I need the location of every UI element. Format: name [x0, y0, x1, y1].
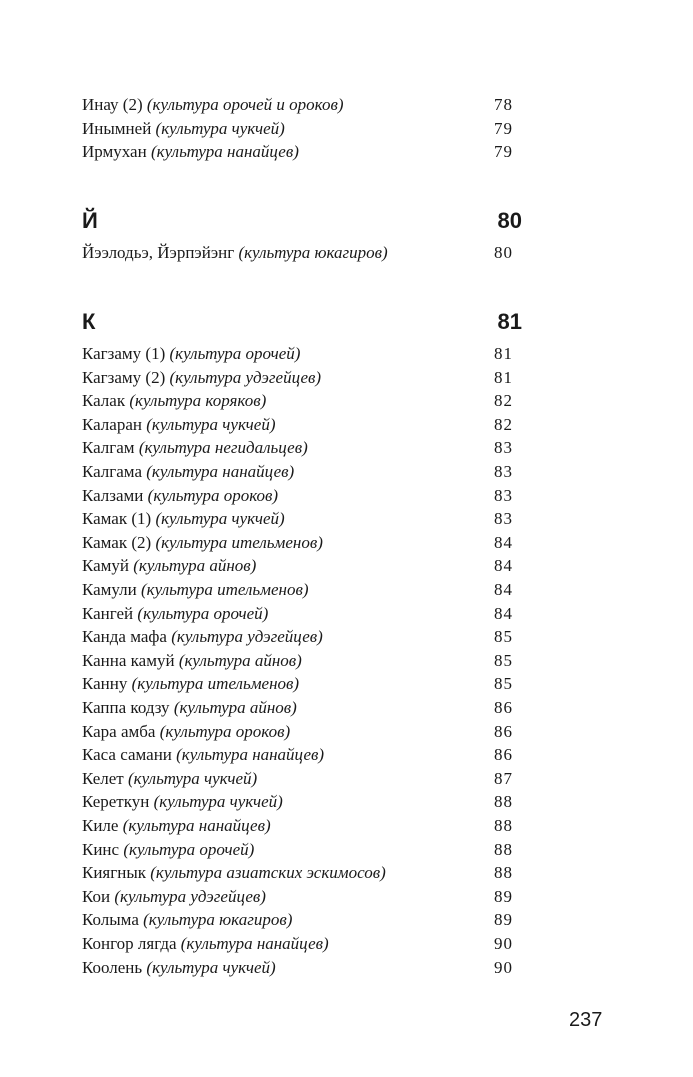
entry-name: Йээлодьэ, Йэрпэйэнг	[82, 243, 235, 262]
index-entry	[82, 932, 522, 955]
index-entry	[82, 908, 522, 931]
entry-page: 89	[494, 910, 513, 930]
index-entry	[82, 767, 522, 790]
entry-culture: (культура юкагиров)	[143, 910, 293, 930]
entry-culture: (культура чукчей)	[127, 768, 258, 788]
entry-title	[82, 932, 329, 955]
entry-name: Калак	[82, 391, 126, 411]
index-entry	[82, 602, 522, 625]
entry-culture: (культура юкагиров)	[238, 243, 388, 262]
entry-name: Коолень	[82, 957, 143, 977]
entry-title	[82, 342, 300, 365]
section-page: 80	[497, 208, 522, 233]
entry-culture: (культура айнов)	[133, 556, 257, 576]
entry-culture: (культура айнов)	[173, 698, 297, 717]
index-entry	[82, 389, 522, 412]
entry-title	[82, 366, 321, 389]
entry-name: Канну	[82, 674, 128, 694]
index-entry	[82, 554, 522, 577]
index-entry	[82, 885, 522, 908]
entry-title	[82, 507, 285, 530]
section-heading	[82, 207, 522, 235]
entry-page: 88	[494, 816, 513, 835]
entry-culture: (культура ительменов)	[141, 580, 309, 599]
entry-name: Колыма	[82, 910, 139, 930]
entry-page: 84	[494, 556, 513, 576]
entry-name: Канда мафа	[82, 627, 167, 647]
entry-name: Кагзаму (2)	[82, 367, 166, 387]
entry-title	[82, 625, 323, 648]
entry-culture: (культура коряков)	[129, 391, 267, 411]
entry-title	[82, 649, 302, 672]
entry-culture: (культура нанайцев)	[150, 142, 299, 162]
index-entry	[82, 672, 522, 695]
entry-name: Кереткун	[82, 792, 150, 812]
index-entry	[82, 140, 522, 163]
section-letter: К	[82, 309, 96, 334]
entry-page: 82	[494, 414, 513, 434]
entry-title	[82, 908, 292, 931]
entry-page: 88	[494, 863, 513, 883]
entry-title	[82, 140, 299, 163]
section-page: 81	[497, 309, 522, 334]
entry-page: 88	[494, 792, 513, 812]
entry-name: Инау (2)	[82, 95, 143, 114]
entry-culture: (культура орочей)	[123, 839, 255, 859]
entry-title	[82, 696, 297, 719]
entry-page: 85	[494, 627, 513, 647]
index-entry	[82, 625, 522, 648]
entry-title	[82, 531, 323, 554]
entry-title	[82, 389, 266, 412]
entry-page: 78	[494, 95, 513, 114]
entry-page: 83	[494, 462, 513, 481]
index-entry	[82, 241, 522, 264]
entry-culture: (культура ороков)	[159, 721, 291, 741]
entry-culture: (культура нанайцев)	[180, 934, 329, 953]
page-number: 237	[569, 1009, 603, 1031]
entry-culture: (культура айнов)	[178, 650, 302, 670]
entry-page: 84	[494, 532, 513, 552]
entry-page: 86	[494, 745, 513, 765]
index-entry	[82, 814, 522, 837]
entry-page: 82	[494, 391, 513, 411]
index-entry	[82, 366, 522, 389]
entry-name: Камуй	[82, 556, 130, 576]
entry-title	[82, 436, 308, 459]
entry-page: 79	[494, 118, 513, 138]
entry-page: 88	[494, 839, 513, 859]
index-entry	[82, 956, 522, 979]
entry-culture: (культура орочей и ороков)	[146, 95, 344, 114]
entry-title	[82, 460, 294, 483]
entry-culture: (культура азиатских эскимосов)	[150, 863, 386, 883]
index-entry	[82, 507, 522, 530]
entry-page: 81	[494, 367, 513, 387]
entry-title	[82, 861, 386, 884]
entry-page: 81	[494, 344, 513, 363]
entry-culture: (культура чукчей)	[155, 509, 285, 529]
entry-culture: (культура ительменов)	[131, 674, 300, 694]
entry-name: Калгама	[82, 462, 142, 481]
entry-culture: (культура орочей)	[137, 603, 269, 623]
entry-name: Конгор лягда	[82, 934, 177, 953]
entry-title	[82, 241, 388, 264]
entry-page: 83	[494, 509, 513, 529]
entry-page: 86	[494, 721, 513, 741]
entry-culture: (культура удэгейцев)	[169, 367, 322, 387]
entry-title	[82, 602, 268, 625]
entry-culture: (культура ительменов)	[155, 532, 323, 552]
entry-culture: (культура ороков)	[147, 485, 279, 505]
index-entry	[82, 838, 522, 861]
entry-culture: (культура удэгейцев)	[171, 627, 323, 647]
entry-page: 85	[494, 674, 513, 694]
index-entry	[82, 861, 522, 884]
entry-name: Инымней	[82, 118, 152, 138]
entry-title	[82, 554, 256, 577]
entry-culture: (культура чукчей)	[153, 792, 283, 812]
entry-page: 84	[494, 603, 513, 623]
entry-name: Келет	[82, 768, 124, 788]
entry-culture: (культура негидальцев)	[138, 438, 308, 458]
entry-page: 79	[494, 142, 513, 162]
entry-page: 90	[494, 957, 513, 977]
index-entry	[82, 117, 522, 140]
entry-name: Калзами	[82, 485, 144, 505]
entry-title	[82, 814, 271, 837]
index-entry	[82, 743, 522, 766]
index-entry	[82, 649, 522, 672]
entry-name: Калгам	[82, 438, 135, 458]
entry-name: Кагзаму (1)	[82, 344, 166, 363]
section-letter: Й	[82, 208, 98, 233]
index-entry	[82, 720, 522, 743]
index-entry	[82, 413, 522, 436]
entry-name: Каларан	[82, 414, 142, 434]
entry-culture: (культура чукчей)	[146, 414, 276, 434]
entry-name: Кангей	[82, 603, 134, 623]
entry-name: Киягнык	[82, 863, 147, 883]
entry-page: 86	[494, 698, 513, 717]
index-entry	[82, 93, 522, 116]
entry-title	[82, 956, 276, 979]
index-entry	[82, 578, 522, 601]
entry-page: 83	[494, 438, 513, 458]
entry-name: Кинс	[82, 839, 120, 859]
entry-culture: (культура нанайцев)	[146, 462, 295, 481]
entry-name: Канна камуй	[82, 650, 175, 670]
entry-page: 90	[494, 934, 513, 953]
entry-title	[82, 885, 266, 908]
entry-culture: (культура удэгейцев)	[114, 886, 266, 906]
entry-name: Каппа кодзу	[82, 698, 170, 717]
entry-title	[82, 484, 278, 507]
entry-page: 85	[494, 650, 513, 670]
index-entry	[82, 460, 522, 483]
entry-culture: (культура нанайцев)	[122, 816, 271, 835]
index-entry	[82, 531, 522, 554]
entry-title	[82, 790, 283, 813]
entry-title	[82, 720, 290, 743]
entry-title	[82, 672, 299, 695]
entry-culture: (культура чукчей)	[155, 118, 285, 138]
entry-title	[82, 743, 324, 766]
entry-title	[82, 838, 254, 861]
entry-name: Киле	[82, 816, 119, 835]
entry-title	[82, 117, 285, 140]
index-entry	[82, 696, 522, 719]
entry-name: Камак (1)	[82, 509, 152, 529]
entry-name: Кои	[82, 886, 111, 906]
index-entry	[82, 342, 522, 365]
index-entry	[82, 436, 522, 459]
entry-page: 84	[494, 580, 513, 599]
entry-name: Камули	[82, 580, 137, 599]
entry-page: 87	[494, 768, 513, 788]
entry-name: Каса самани	[82, 745, 172, 765]
entry-culture: (культура чукчей)	[146, 957, 276, 977]
entry-title	[82, 93, 344, 116]
entry-name: Ирмухан	[82, 142, 147, 162]
entry-culture: (культура нанайцев)	[176, 745, 325, 765]
index-entry	[82, 790, 522, 813]
entry-title	[82, 767, 257, 790]
entry-culture: (культура орочей)	[169, 344, 301, 363]
entry-name: Камак (2)	[82, 532, 152, 552]
entry-page: 80	[494, 243, 513, 262]
entry-page: 83	[494, 485, 513, 505]
entry-name: Кара амба	[82, 721, 156, 741]
index-entry	[82, 484, 522, 507]
entry-title	[82, 413, 276, 436]
entry-page: 89	[494, 886, 513, 906]
section-heading	[82, 308, 522, 336]
entry-title	[82, 578, 308, 601]
